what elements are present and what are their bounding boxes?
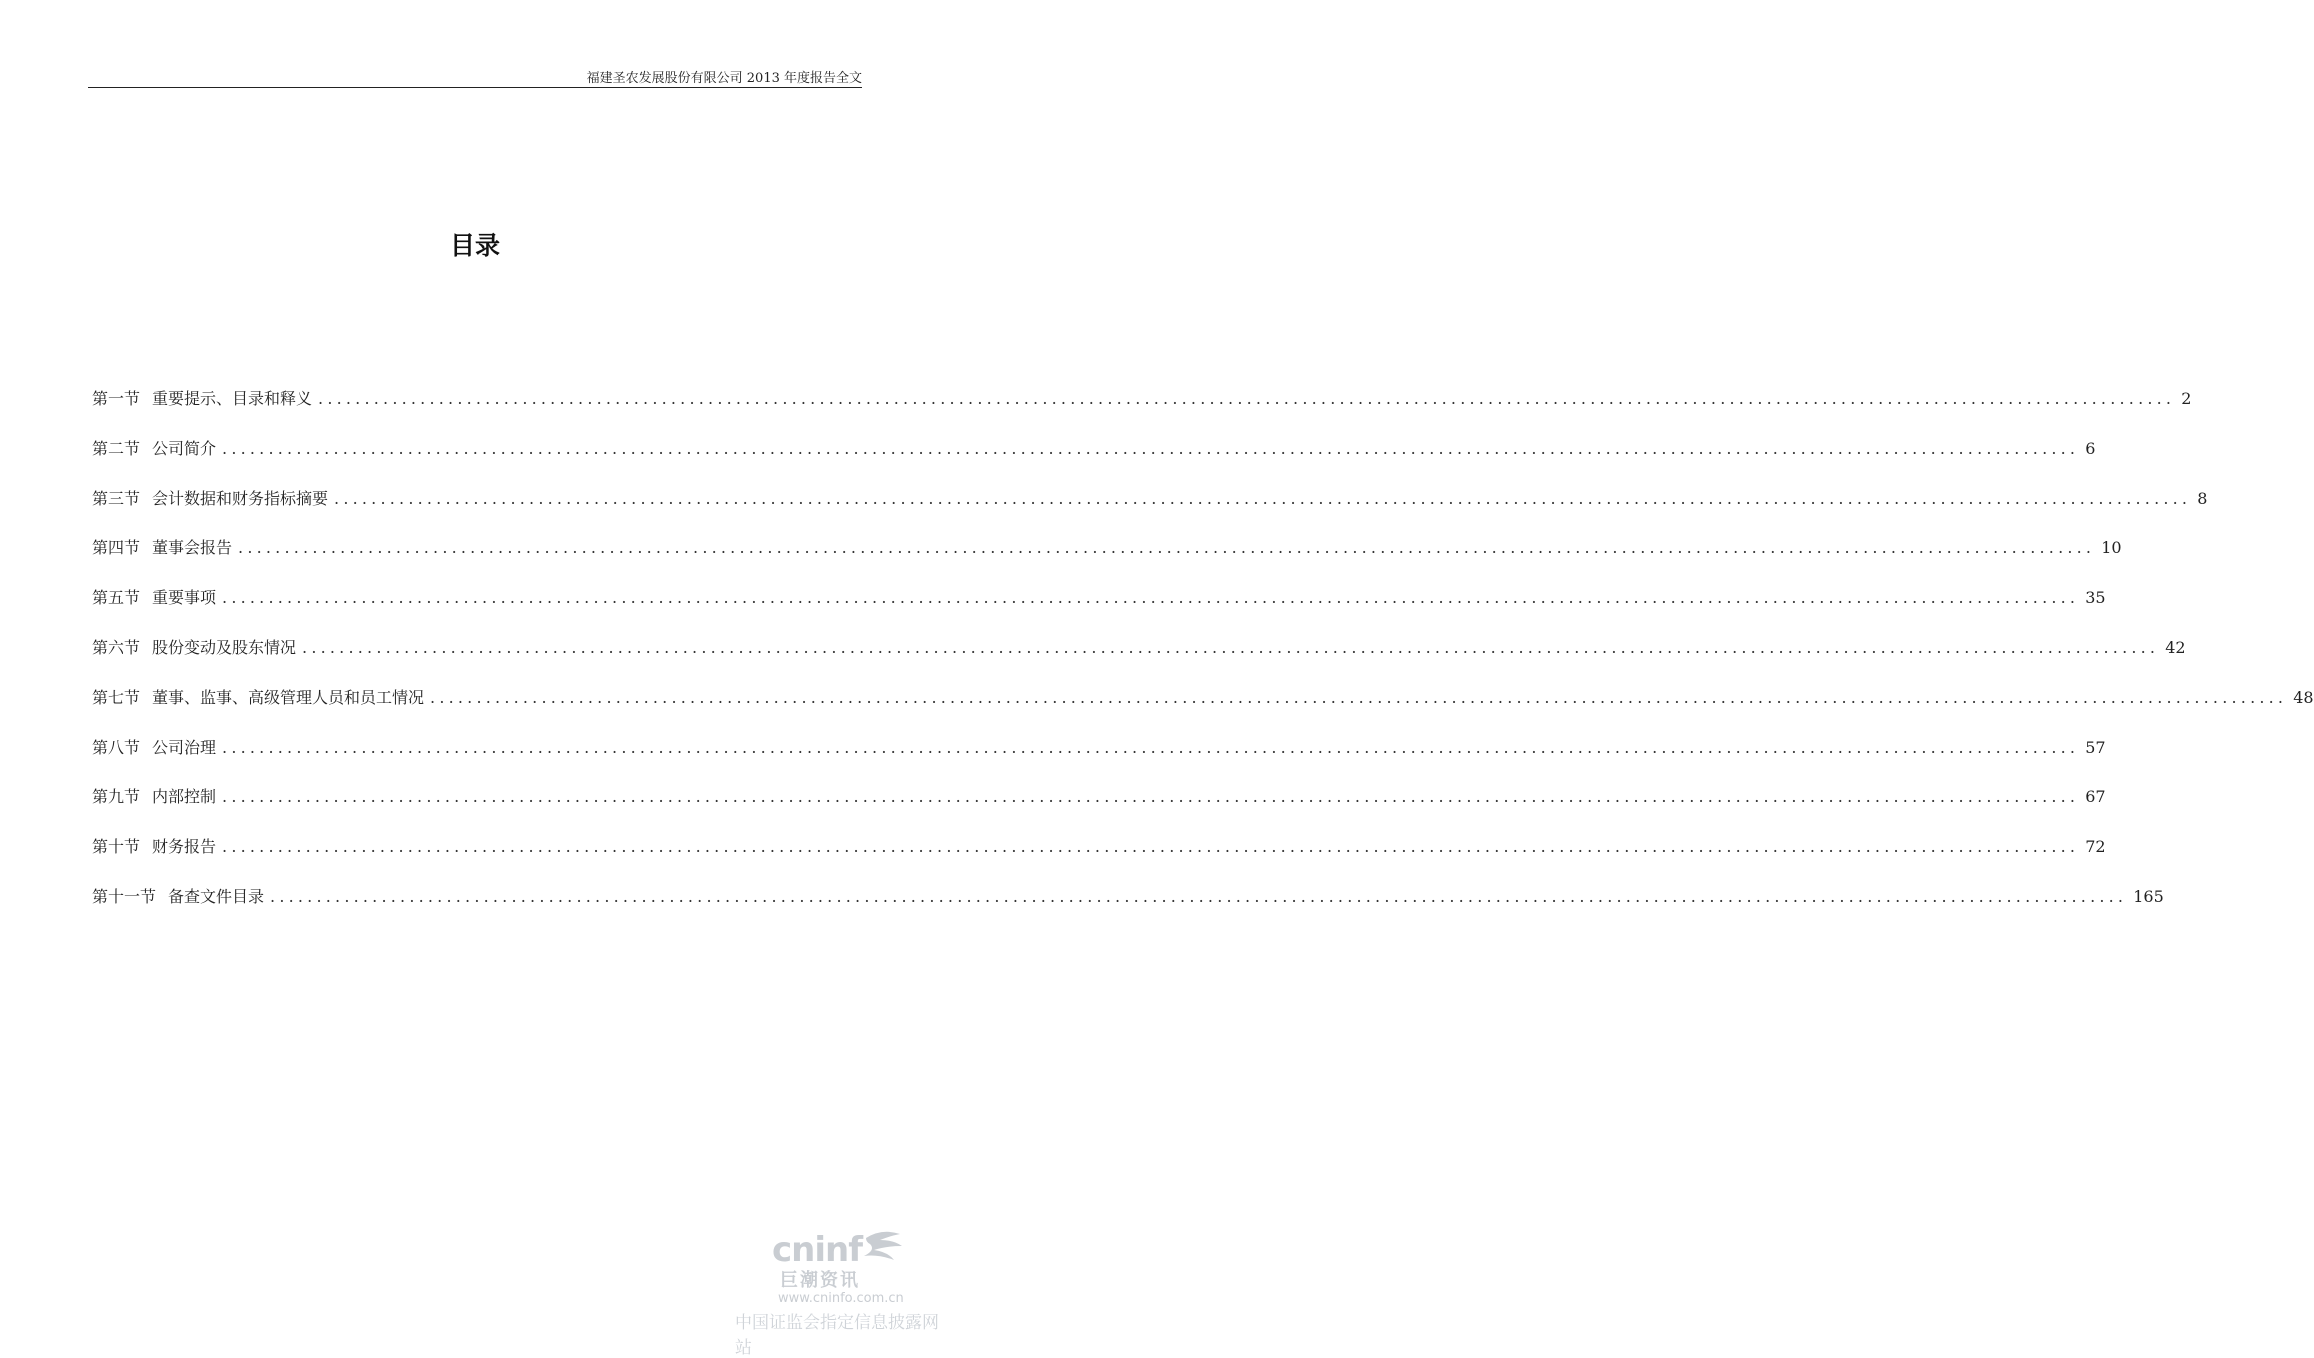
cninfo-tagline: 中国证监会指定信息披露网站 (735, 1313, 939, 1358)
toc-entry-section: 第十节 (92, 837, 141, 857)
table-of-contents (92, 386, 2314, 934)
toc-dot-leader: ........................................................................................................................................................................................................ (222, 837, 2080, 857)
toc-entry-title: 备查文件目录 (168, 886, 265, 906)
toc-entry-section: 第七节 (92, 687, 141, 707)
toc-entry-section: 第二节 (92, 438, 141, 458)
toc-entry-title: 内部控制 (152, 787, 217, 807)
toc-entry[interactable] (92, 784, 2106, 834)
report-header-title: 福建圣农发展股份有限公司 2013 年度报告全文 (586, 71, 862, 86)
toc-entry-page: 35 (2085, 588, 2106, 608)
toc-entry-section: 第六节 (92, 637, 141, 657)
toc-entry-page: 67 (2085, 787, 2106, 807)
toc-entry[interactable] (92, 635, 2186, 685)
toc-entry-title: 重要事项 (152, 588, 217, 608)
toc-dot-leader: ........................................................................................................................................................................................................ (222, 588, 2080, 608)
toc-dot-leader: ........................................................................................................................................................................................................ (270, 886, 2128, 906)
toc-entry-page: 42 (2165, 637, 2186, 657)
toc-entry-title: 董事会报告 (152, 538, 233, 558)
toc-entry[interactable] (92, 535, 2122, 585)
toc-entry[interactable] (92, 735, 2106, 785)
toc-entry-section: 第五节 (92, 588, 141, 608)
toc-entry-page: 165 (2133, 886, 2164, 906)
toc-entry-page: 48 (2293, 687, 2314, 707)
toc-dot-leader: ........................................................................................................................................................................................................ (302, 637, 2160, 657)
toc-dot-leader: ........................................................................................................................................................................................................ (430, 687, 2288, 707)
toc-entry-page: 10 (2101, 538, 2122, 558)
toc-entry-title: 股份变动及股东情况 (152, 637, 297, 657)
toc-entry-section: 第九节 (92, 787, 141, 807)
toc-entry-title: 公司简介 (152, 438, 217, 458)
cninfo-url: www.cninfo.com.cn (778, 1291, 904, 1306)
toc-dot-leader: ........................................................................................................................................................................................................ (222, 787, 2080, 807)
toc-entry-section: 第八节 (92, 737, 141, 757)
cninfo-brand-cn: 巨潮资讯 (780, 1270, 860, 1291)
toc-entry-section: 第一节 (92, 389, 141, 408)
cninfo-swirl-icon (860, 1226, 906, 1266)
toc-entry-section: 第十一节 (92, 886, 157, 906)
toc-entry-title: 重要提示、目录和释义 (152, 389, 313, 408)
toc-dot-leader: ........................................................................................................................................................................................................ (318, 389, 2176, 408)
toc-entry-title: 财务报告 (152, 837, 217, 857)
toc-entry-title: 董事、监事、高级管理人员和员工情况 (152, 687, 425, 707)
toc-entry[interactable] (92, 585, 2106, 635)
toc-entry-page: 8 (2197, 488, 2208, 508)
toc-entry[interactable] (92, 834, 2106, 884)
cninfo-logo-text: cninf (772, 1230, 863, 1270)
toc-entry-section: 第四节 (92, 538, 141, 558)
toc-dot-leader: ........................................................................................................................................................................................................ (238, 538, 2096, 558)
toc-entry[interactable] (92, 436, 2096, 486)
toc-entry-page: 6 (2085, 438, 2096, 458)
toc-dot-leader: ........................................................................................................................................................................................................ (334, 488, 2192, 508)
toc-dot-leader: ........................................................................................................................................................................................................ (222, 737, 2080, 757)
toc-entry[interactable] (92, 386, 2192, 436)
toc-entry-title: 公司治理 (152, 737, 217, 757)
toc-entry[interactable] (92, 486, 2208, 536)
toc-entry-title: 会计数据和财务指标摘要 (152, 488, 329, 508)
toc-entry-section: 第三节 (92, 488, 141, 508)
toc-entry[interactable] (92, 884, 2164, 934)
toc-entry[interactable] (92, 685, 2314, 735)
toc-entry-page: 72 (2085, 837, 2106, 857)
toc-dot-leader: ........................................................................................................................................................................................................ (222, 438, 2080, 458)
toc-entry-page: 57 (2085, 737, 2106, 757)
toc-entry-page: 2 (2181, 389, 2192, 408)
toc-title: 目录 (449, 231, 500, 260)
header-divider (88, 87, 862, 88)
